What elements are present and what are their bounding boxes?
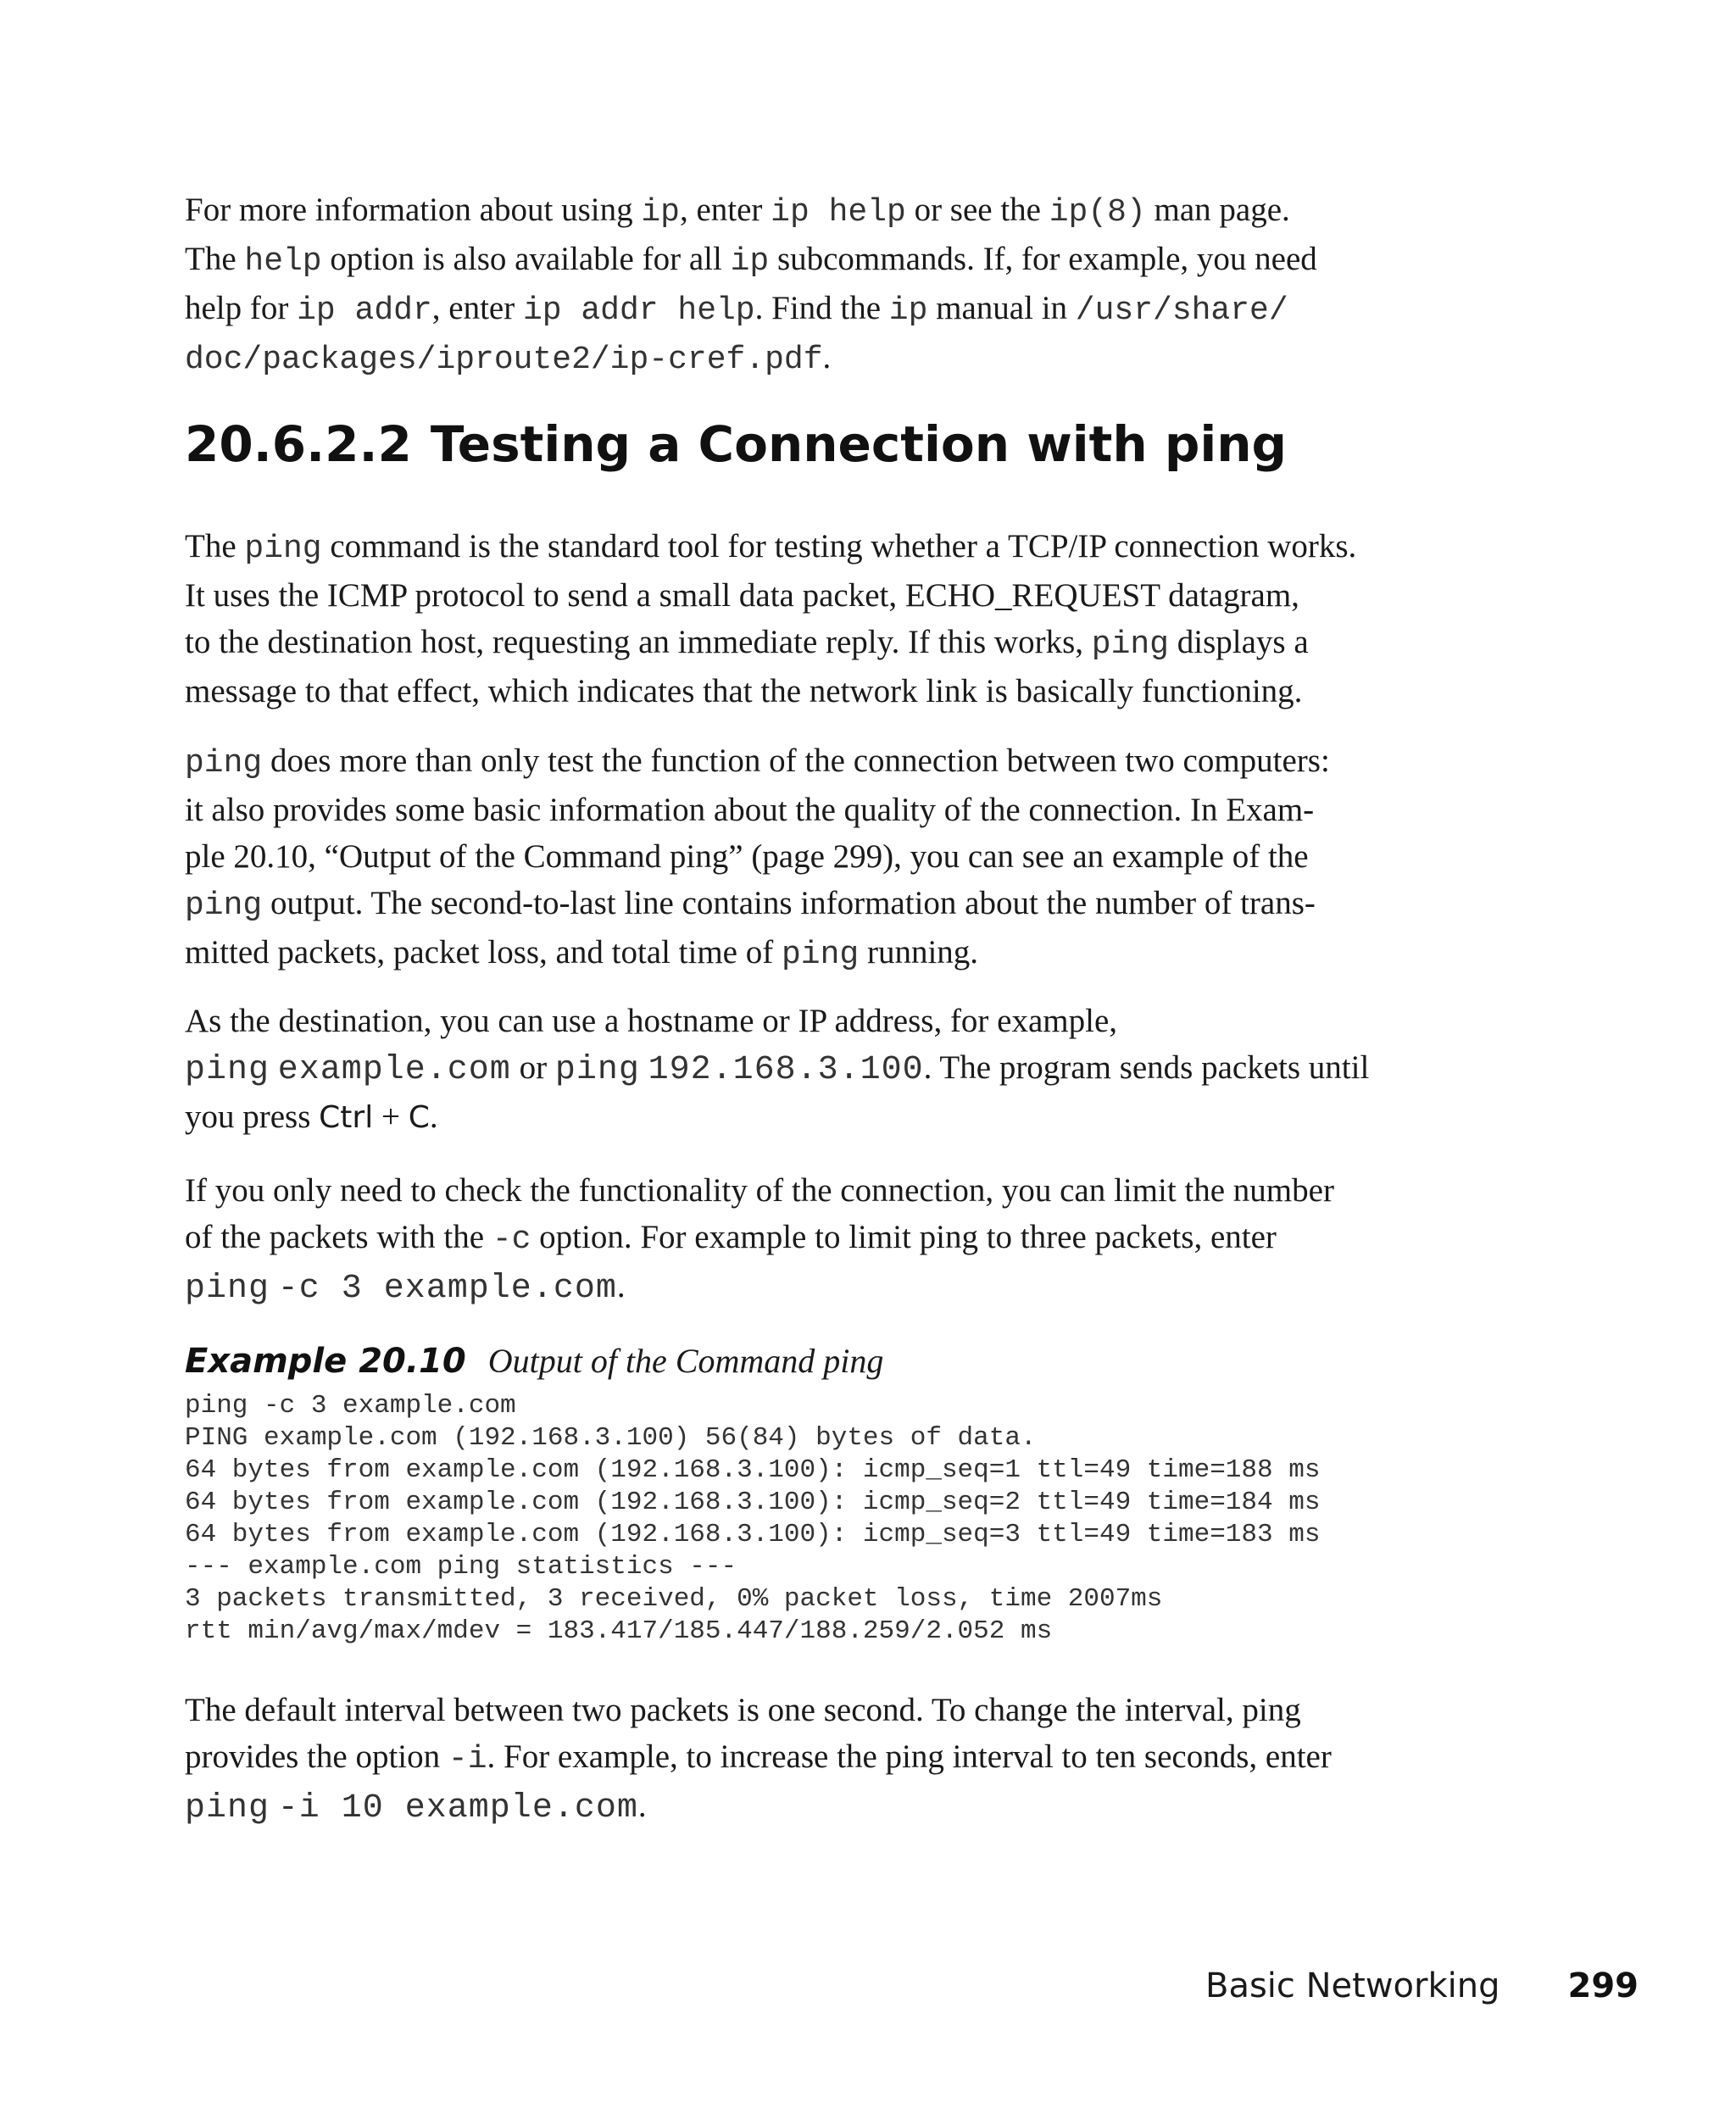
inline-code: ip(8): [1049, 194, 1146, 231]
inline-code: ping: [185, 1270, 270, 1308]
inline-code: ip: [730, 243, 770, 280]
intro-paragraph: [185, 186, 1422, 383]
inline-code: ip: [888, 292, 928, 329]
paragraph-destination: [185, 998, 1422, 1141]
code-line: ping -c 3 example.com: [185, 1391, 516, 1421]
inline-code: example.com: [277, 1051, 511, 1089]
page-footer: [1205, 1966, 1639, 2005]
inline-code: ping: [185, 745, 263, 781]
paragraph-count-option: [185, 1167, 1422, 1312]
text-line: ping does more than only test the function of the connection between two computers:: [185, 743, 1330, 781]
inline-code: ping: [1091, 626, 1169, 663]
text-line: ple 20.10, “Output of the Command ping” (page 299), you can see an example of the: [185, 838, 1309, 875]
inline-code: help: [244, 243, 322, 280]
code-line: 64 bytes from example.com (192.168.3.100): icmp_seq=3 ttl=49 time=183 ms: [185, 1520, 1321, 1549]
inline-code: ping: [185, 1051, 270, 1089]
inline-code: -c: [492, 1221, 531, 1258]
file-path: doc/packages/iproute2/ip-cref.pdf: [185, 342, 823, 378]
text-line: ping -c 3 example.com.: [185, 1268, 626, 1308]
inline-code: ip: [641, 194, 680, 231]
example-caption: [185, 1341, 883, 1381]
paragraph-ping-quality: [185, 737, 1422, 978]
paragraph-interval: [185, 1687, 1422, 1832]
example-label: Example 20.10: [185, 1342, 466, 1381]
page-number: 299: [1567, 1966, 1639, 2005]
inline-code: -i: [448, 1741, 487, 1777]
intro-line-3: help for ip addr, enter ip addr help. Find the ip manual in /usr/share/: [185, 290, 1288, 329]
paragraph-ping-intro: [185, 523, 1422, 715]
inline-code: -c 3 example.com: [277, 1270, 617, 1308]
code-line: 64 bytes from example.com (192.168.3.100): icmp_seq=2 ttl=49 time=184 ms: [185, 1488, 1321, 1517]
text-line: If you only need to check the functionality of the connection, you can limit the number: [185, 1172, 1334, 1209]
text-line: of the packets with the -c option. For example to limit ping to three packets, enter: [185, 1219, 1277, 1258]
example-title: Output of the Command ping: [487, 1342, 884, 1380]
inline-code: ping: [185, 887, 263, 924]
code-line: --- example.com ping statistics ---: [185, 1552, 737, 1582]
text-line: message to that effect, which indicates that the network link is basically functioning.: [185, 673, 1303, 709]
running-footer-title: Basic Networking: [1205, 1966, 1500, 2005]
inline-code: ip help: [771, 194, 906, 231]
inline-code: ip addr help: [522, 292, 755, 329]
text-line: ping output. The second-to-last line contains information about the number of trans-: [185, 885, 1316, 924]
file-path: /usr/share/: [1075, 292, 1288, 329]
inline-code: ip addr: [297, 292, 432, 329]
code-line: 64 bytes from example.com (192.168.3.100): icmp_seq=1 ttl=49 time=188 ms: [185, 1455, 1321, 1485]
code-line: 3 packets transmitted, 3 received, 0% packet loss, time 2007ms: [185, 1584, 1163, 1614]
text-line: It uses the ICMP protocol to send a small data packet, ECHO_REQUEST datagram,: [185, 577, 1299, 614]
section-heading: [185, 415, 1287, 473]
inline-code: ping: [781, 937, 860, 973]
text-line: The ping command is the standard tool for testing whether a TCP/IP connection works.: [185, 528, 1357, 567]
text-line: As the destination, you can use a hostname or IP address, for example,: [185, 1003, 1118, 1039]
text-line: to the destination host, requesting an immediate reply. If this works, ping displays a: [185, 624, 1309, 663]
intro-line-2: The help option is also available for all ip subcommands. If, for example, you need: [185, 241, 1317, 280]
section-number: 20.6.2.2: [185, 415, 412, 473]
inline-code: ping: [554, 1051, 640, 1089]
text-line: The default interval between two packets is one second. To change the interval, ping: [185, 1692, 1301, 1728]
inline-code: 192.168.3.100: [648, 1051, 924, 1089]
code-line: rtt min/avg/max/mdev = 183.417/185.447/188.259/2.052 ms: [185, 1616, 1053, 1646]
keyboard-key: C: [408, 1100, 430, 1135]
inline-code: ping: [185, 1789, 270, 1827]
text-line: it also provides some basic information about the quality of the connection. In Exam-: [185, 792, 1315, 828]
inline-code: ping: [244, 531, 322, 567]
text-line: ping example.com or ping 192.168.3.100. The program sends packets until: [185, 1049, 1370, 1089]
intro-line-4: doc/packages/iproute2/ip-cref.pdf.: [185, 339, 832, 378]
text-line: mitted packets, packet loss, and total time of ping running.: [185, 934, 979, 973]
intro-line-1: For more information about using ip, enter ip help or see the ip(8) man page.: [185, 192, 1290, 231]
section-title: Testing a Connection with ping: [430, 415, 1288, 473]
keyboard-key: Ctrl: [319, 1100, 374, 1135]
text-line: you press Ctrl + C.: [185, 1098, 438, 1135]
inline-code: -i 10 example.com: [277, 1789, 638, 1827]
example-code-block: [185, 1390, 1320, 1648]
text-line: provides the option -i. For example, to increase the ping interval to ten seconds, enter: [185, 1738, 1332, 1777]
code-line: PING example.com (192.168.3.100) 56(84) bytes of data.: [185, 1423, 1037, 1453]
text-line: ping -i 10 example.com.: [185, 1788, 647, 1827]
